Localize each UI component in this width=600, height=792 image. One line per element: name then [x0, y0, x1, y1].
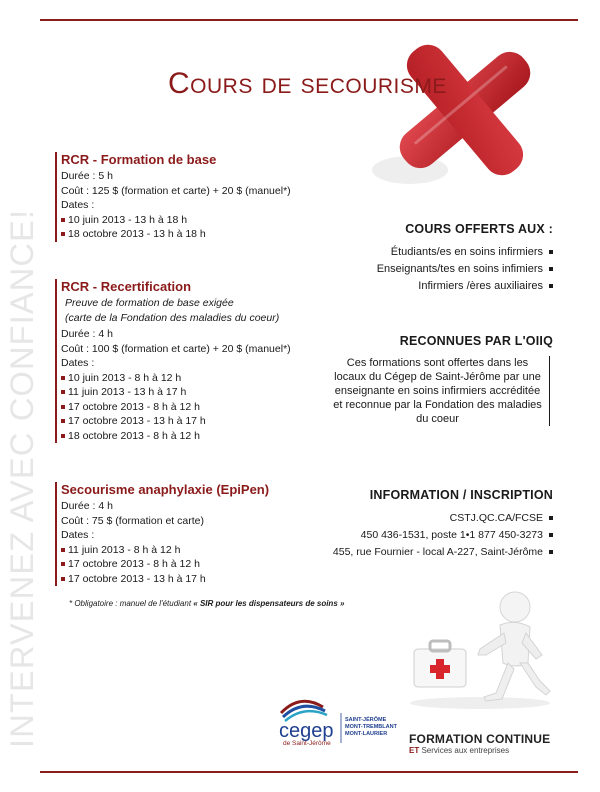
- offered-to-item: Infirmiers /ères auxiliaires: [377, 278, 553, 295]
- offered-to-block: [377, 222, 553, 295]
- fc-title: FORMATION CONTINUE: [409, 732, 551, 746]
- course-anaphylaxie: [55, 482, 269, 586]
- course-dates-list: [61, 543, 269, 587]
- top-rule: [40, 19, 578, 21]
- info-address: 455, rue Fournier - local A-227, Saint-Jérôme: [333, 544, 553, 561]
- date-item: 17 octobre 2013 - 8 h à 12 h: [61, 400, 291, 415]
- side-slogan: INTERVENEZ AVEC CONFIANCE!: [4, 208, 40, 748]
- recognized-block: [400, 334, 553, 356]
- date-item: 11 juin 2013 - 13 h à 17 h: [61, 385, 291, 400]
- footnote: * Obligatoire : manuel de l'étudiant « SIR pour les dispensateurs de soins »: [69, 599, 345, 608]
- course-heading: RCR - Recertification: [61, 279, 192, 294]
- info-heading: INFORMATION / INSCRIPTION: [369, 488, 553, 502]
- bullet-icon: [549, 267, 553, 271]
- recognized-heading: RECONNUES PAR L'OIIQ: [399, 334, 553, 348]
- fc-subtitle: ET Services aux entreprises: [409, 746, 510, 755]
- campus-saint-jerome: SAINT-JÉRÔME: [345, 717, 387, 723]
- date-item: 17 octobre 2013 - 13 h à 17 h: [61, 572, 269, 587]
- course-dates-label: Dates :: [61, 357, 95, 369]
- course-duration: Durée : 4 h: [61, 328, 113, 340]
- course-cost: Coût : 125 $ (formation et carte) + 20 $ (manuel*): [61, 184, 291, 197]
- course-duration: Durée : 5 h: [61, 170, 113, 182]
- cegep-logo: [275, 695, 405, 745]
- date-item: 10 juin 2013 - 8 h à 12 h: [61, 371, 291, 386]
- date-item: 11 juin 2013 - 8 h à 12 h: [61, 543, 269, 558]
- cegep-wordmark: cegep: [279, 720, 334, 742]
- course-cost: Coût : 75 $ (formation et carte): [61, 514, 204, 527]
- info-block: [333, 488, 553, 561]
- course-rcr-recertification: [55, 279, 291, 443]
- cegep-subtitle: de Saint-Jérôme: [283, 740, 331, 745]
- figure-first-aid-kit-illustration: [400, 585, 560, 710]
- info-website: CSTJ.QC.CA/FCSE: [333, 510, 553, 527]
- offered-to-item: Étudiants/es en soins infirmiers: [377, 244, 553, 261]
- course-dates-label: Dates :: [61, 199, 95, 211]
- offered-to-item: Enseignants/tes en soins infimiers: [377, 261, 553, 278]
- bullet-icon: [549, 533, 553, 537]
- course-heading: Secourisme anaphylaxie (EpiPen): [61, 482, 270, 497]
- course-heading: RCR - Formation de base: [61, 152, 217, 167]
- course-prerequisite: Preuve de formation de base exigée: [65, 297, 234, 309]
- course-dates-label: Dates :: [61, 529, 95, 541]
- bandage-cross-icon: [370, 40, 560, 200]
- bullet-icon: [549, 284, 553, 288]
- course-prerequisite-note: (carte de la Fondation des maladies du coeur): [65, 311, 280, 324]
- course-cost: Coût : 100 $ (formation et carte) + 20 $ (manuel*): [61, 342, 291, 355]
- bullet-icon: [549, 516, 553, 520]
- course-dates-list: [61, 213, 291, 242]
- bullet-icon: [549, 250, 553, 254]
- date-item: 18 octobre 2013 - 8 h à 12 h: [61, 429, 291, 444]
- bottom-rule: [40, 771, 578, 773]
- campus-mont-tremblant: MONT-TREMBLANT: [345, 724, 397, 730]
- formation-continue-logo: [409, 733, 550, 755]
- campus-mont-laurier: MONT-LAURIER: [345, 731, 388, 737]
- date-item: 17 octobre 2013 - 8 h à 12 h: [61, 557, 269, 572]
- page-title: Cours de secourisme: [168, 67, 447, 100]
- date-item: 18 octobre 2013 - 13 h à 18 h: [61, 227, 291, 242]
- info-phone: 450 436-1531, poste 1•1 877 450-3273: [333, 527, 553, 544]
- recognized-text: Ces formations sont offertes dans les locaux du Cégep de Saint-Jérôme par une enseignante en soins infirmiers accréditée et reconnue par la Fondation des maladies du coeur: [330, 356, 550, 426]
- course-rcr-base: [55, 152, 291, 242]
- date-item: 17 octobre 2013 - 13 h à 17 h: [61, 414, 291, 429]
- offered-to-heading: COURS OFFERTS AUX :: [405, 222, 553, 236]
- bullet-icon: [549, 550, 553, 554]
- course-dates-list: [61, 371, 291, 444]
- date-item: 10 juin 2013 - 13 h à 18 h: [61, 213, 291, 228]
- course-duration: Durée : 4 h: [61, 500, 113, 512]
